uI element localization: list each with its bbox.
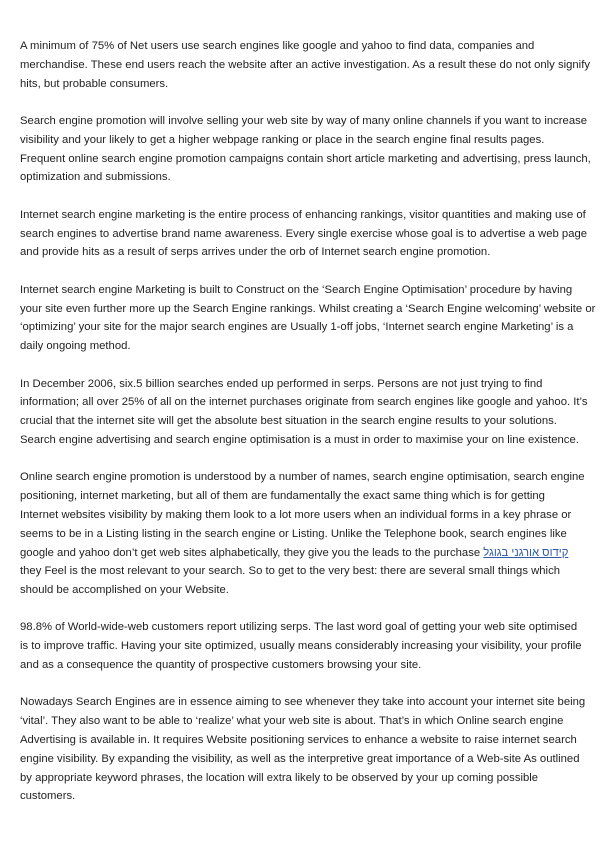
text-line: is to improve traffic. Having your site optimized, usually means considerably increasing your visibility, your profile (20, 640, 582, 653)
paragraph-2 (20, 112, 590, 187)
paragraph-1 (20, 37, 590, 93)
paragraph-8 (20, 693, 590, 806)
text-line: optimization and submissions. (20, 171, 171, 184)
text-line: customers. (20, 790, 76, 803)
text-line: by appropriate keyword phrases, the location will extra likely to be observed by your up coming possible (20, 771, 539, 784)
text-line: Frequent online search engine promotion campaigns contain short article marketing and advertising, press launch, (20, 152, 591, 165)
text-line: crucial that the internet site will get the absolute best situation in the search engine results to your solutions. (20, 415, 557, 428)
text-line: 98.8% of World-wide-web customers report utilizing serps. The last word goal of getting your web site optimised (20, 621, 578, 634)
text-line: Nowadays Search Engines are in essence aiming to see whenever they take into account your internet site being (20, 696, 586, 709)
text-line: Advertising is available in. It requires Website positioning services to enhance a website to raise internet search (20, 734, 577, 747)
document-page (20, 37, 596, 825)
text-line: ‘optimizing’ your site for the major search engines are Usually 1-off jobs, ‘Internet search engine Marketing’ is a (20, 321, 574, 334)
text-line-with-link (20, 544, 590, 563)
text-line: they Feel is the most relevant to your search. So to get to the very best: there are several small things which (20, 565, 561, 578)
text-line: merchandise. These end users reach the website after an active investigation. As a result these do not only signify (20, 58, 590, 71)
paragraph-5 (20, 375, 590, 450)
text-line: daily ongoing method. (20, 340, 131, 353)
text-line: Online search engine promotion is understood by a number of names, search engine optimisation, search engine (20, 471, 585, 484)
text-line: and as a consequence the quantity of prospective customers browsing your site. (20, 659, 422, 672)
paragraph-7 (20, 618, 590, 674)
paragraph-6 (20, 468, 590, 600)
text-line: your site even further more up the Search Engine rankings. Whilst creating a ‘Search Engine welcoming’ website or (20, 302, 596, 315)
text-line: ‘vital’. They also want to be able to ‘realize’ what your web site is about. That’s in which Online search engine (20, 715, 564, 728)
text-line: positioning, internet marketing, but all of them are fundamentally the exact same thing which is for getting (20, 490, 545, 503)
text-line: Search engine promotion will involve selling your web site by way of many online channels if you want to increase (20, 114, 588, 127)
text-line: Internet search engine Marketing is built to Construct on the ‘Search Engine Optimisation’ procedure by having (20, 283, 573, 296)
text-line: engine visibility. By expanding the visibility, as well as the interpretive great importance of a Web-site As outlined (20, 752, 580, 765)
hebrew-seo-link[interactable]: לגוגב ינגרוא סודיק (483, 546, 569, 559)
text-line: visibility and your likely to get a higher webpage ranking or place in the search engine final results pages. (20, 133, 545, 146)
paragraph-4 (20, 281, 596, 356)
text-line: In December 2006, six.5 billion searches ended up performed in serps. Persons are not just trying to find (20, 377, 543, 390)
text-line: Internet websites visibility by making them look to a lot more users when an individual forms in a key phrase or (20, 508, 572, 521)
text-line: should be accomplished on your Website. (20, 584, 229, 597)
text-line: information; all over 25% of all on the internet purchases originate from search engines like google and yahoo. It’s (20, 396, 588, 409)
text-line: and provide hits as a result of serps arrives under the orb of Internet search engine promotion. (20, 246, 491, 259)
text-line: search engines to advertise brand name awareness. Every single exercise whose goal is to advertise a web page (20, 227, 588, 240)
text-line: hits, but probable consumers. (20, 77, 169, 90)
text-line: Internet search engine marketing is the entire process of enhancing rankings, visitor quantities and making use of (20, 208, 586, 221)
link-prefix-text: google and yahoo don’t get web sites alphabetically, they give you the leads to the purchase (20, 546, 484, 559)
paragraph-3 (20, 206, 590, 262)
text-line: seems to be in a Listing listing in the search engine or Listing. Unlike the Telephone book, search engines like (20, 527, 567, 540)
text-line: A minimum of 75% of Net users use search engines like google and yahoo to find data, companies and (20, 40, 535, 52)
text-line: Search engine advertising and search engine optimisation is a must in order to maximise your on line existence. (20, 433, 579, 446)
